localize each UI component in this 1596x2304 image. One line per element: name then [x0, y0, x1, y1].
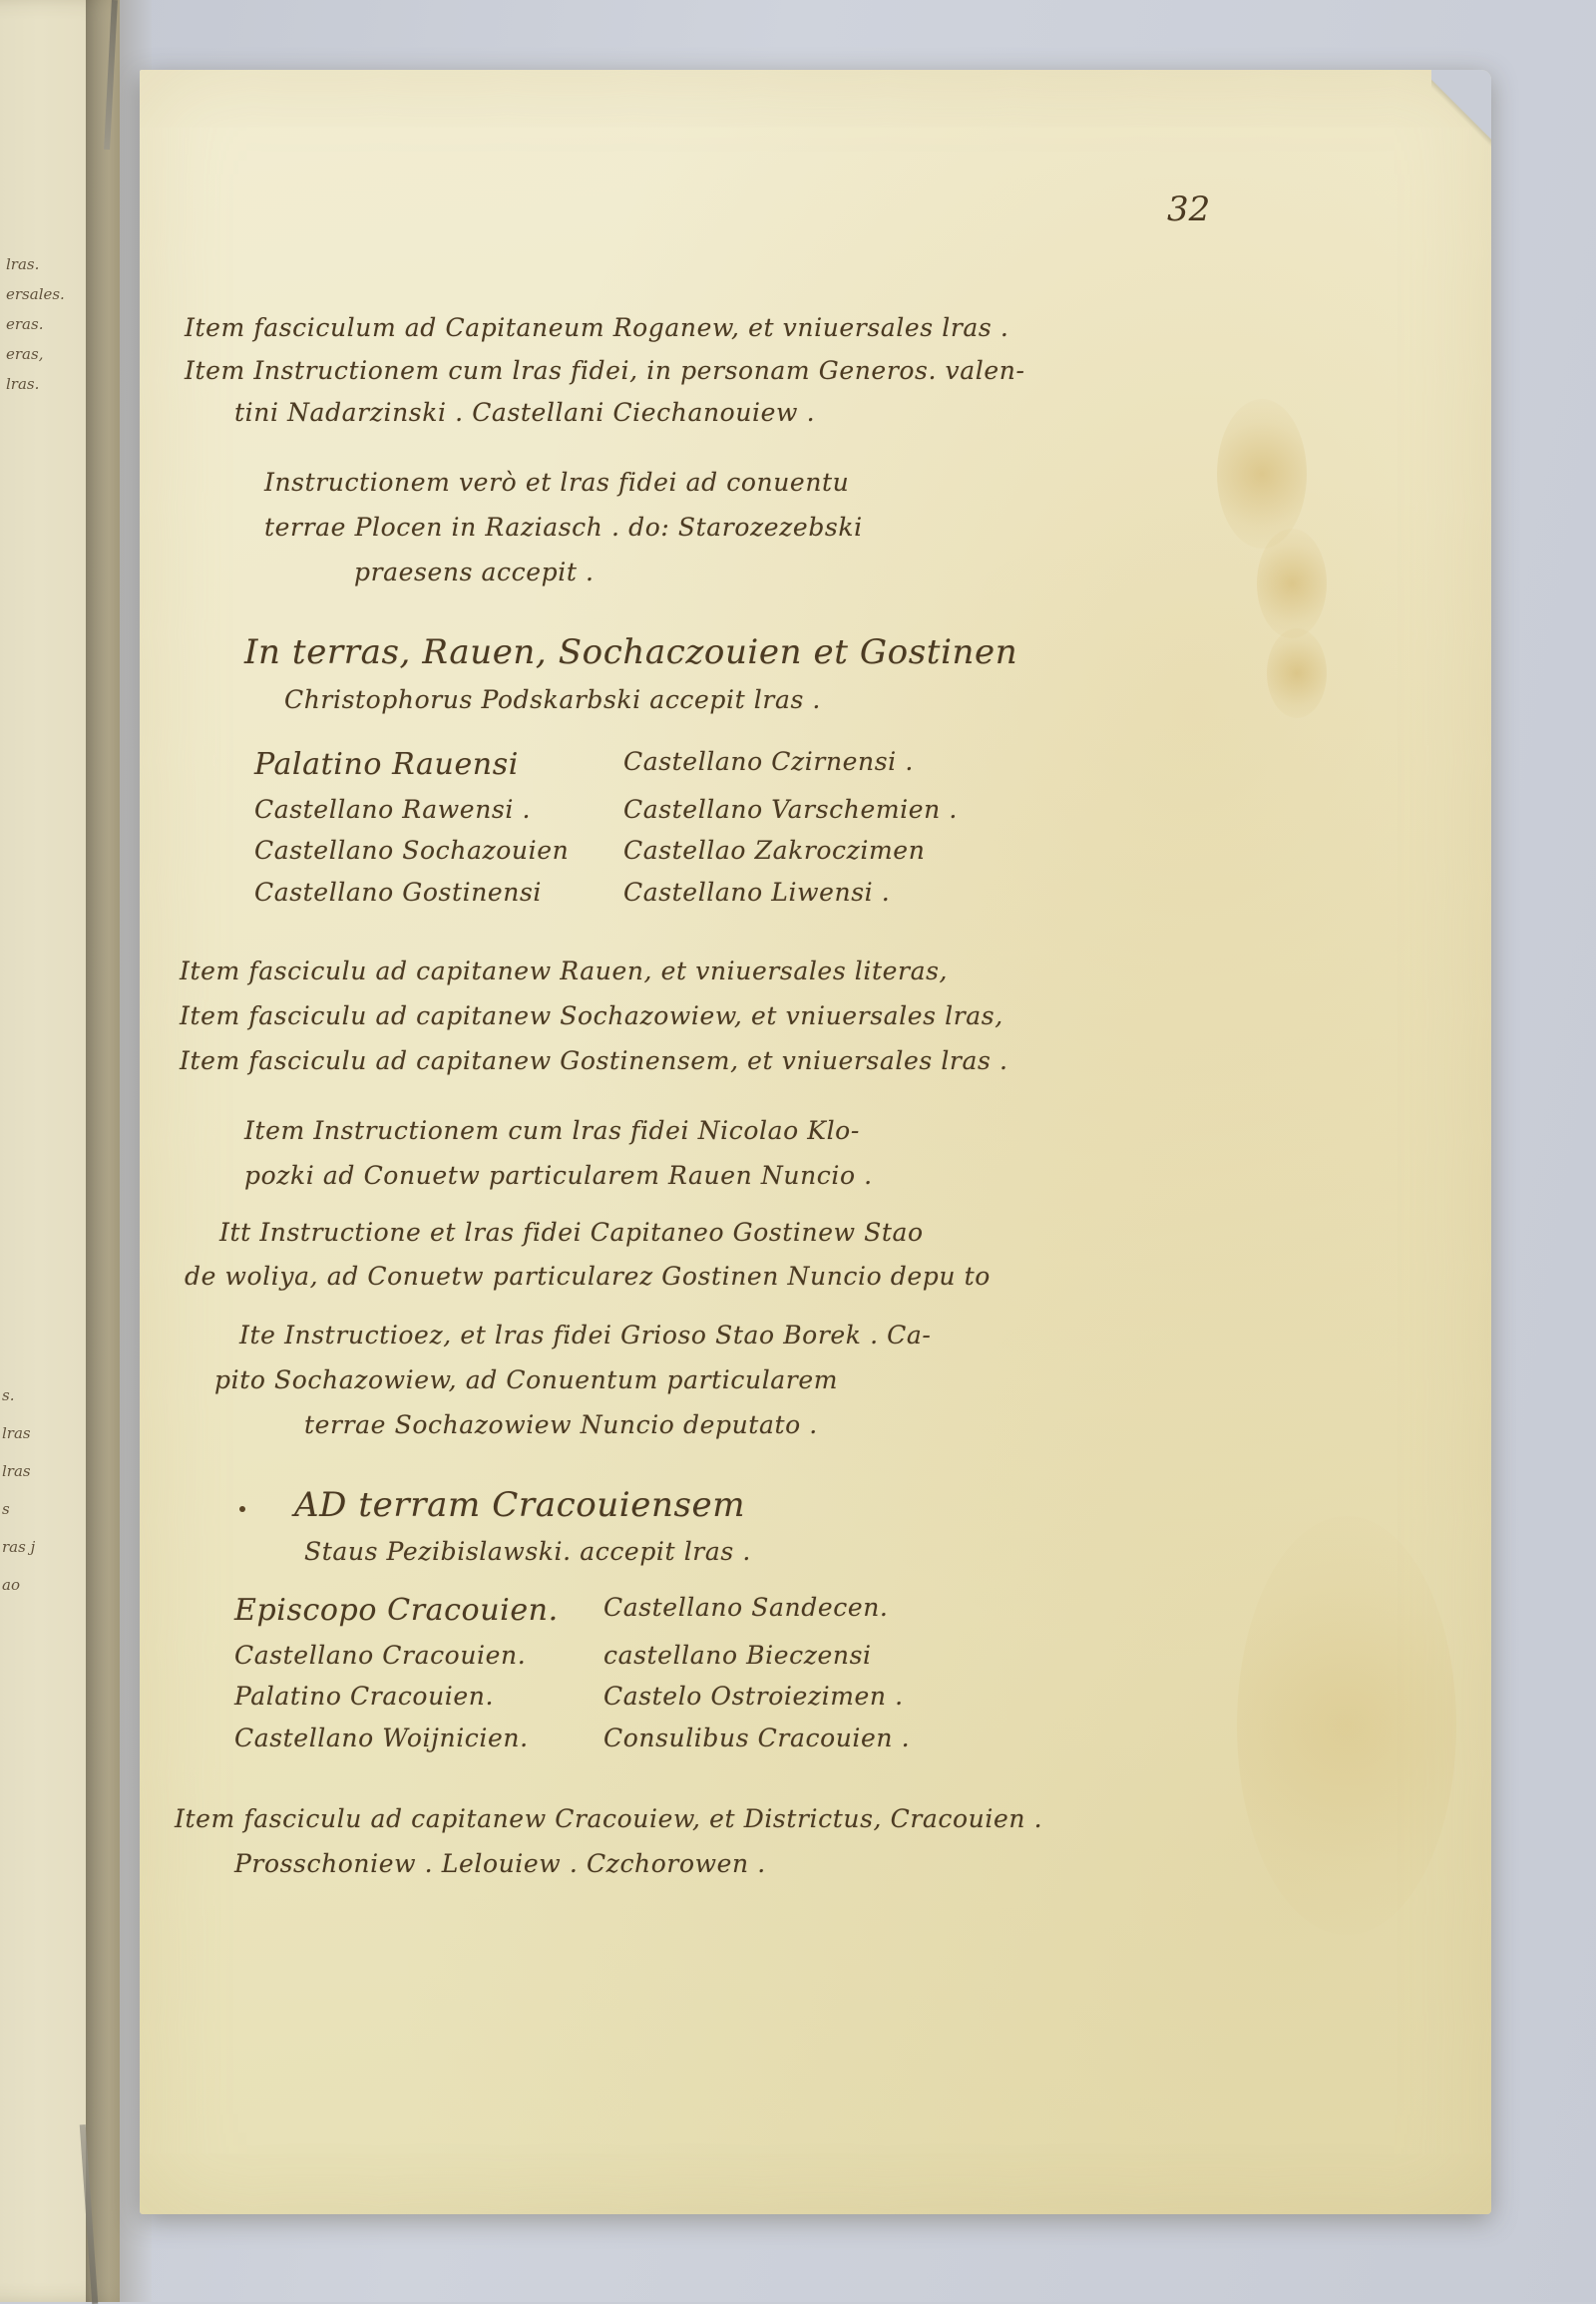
manuscript-line: Item fasciculu ad capitanew Sochazowiew, et vniuersales lras, [180, 1001, 1003, 1030]
ink-dot [239, 1506, 245, 1512]
margin-note: s. [2, 1386, 15, 1404]
office-entry: Castellano Varschemien . [623, 794, 958, 824]
margin-note: s [2, 1500, 10, 1518]
office-entry: Castellao Zakroczimen [623, 836, 926, 866]
manuscript-line: pito Sochazowiew, ad Conuentum particularem [214, 1365, 839, 1394]
office-entry: Castellano Rawensi . [254, 794, 532, 824]
folio-page [140, 70, 1491, 2214]
office-entry: Episcopo Cracouien. [234, 1593, 559, 1628]
office-entry: Palatino Cracouien. [234, 1682, 495, 1712]
manuscript-line: Prosschoniew . Lelouiew . Czchorowen . [234, 1849, 766, 1878]
manuscript-line: Itt Instructione et lras fidei Capitaneo Gostinew Stao [219, 1218, 924, 1247]
manuscript-line: de woliya, ad Conuetw particularez Gostinen Nuncio depu to [185, 1262, 991, 1291]
manuscript-line: Item Instructionem cum lras fidei Nicolao Klo- [244, 1116, 860, 1145]
office-entry: Castellano Liwensi . [623, 878, 891, 907]
stain [1257, 529, 1327, 638]
margin-note: eras, [6, 345, 44, 363]
manuscript-line: Instructionem verò et lras fidei ad conuentu [264, 468, 850, 497]
manuscript-line: Item Instructionem cum lras fidei, in personam Generos. valen- [185, 356, 1025, 385]
office-entry: Castellano Sandecen. [603, 1593, 889, 1622]
margin-note: ersales. [6, 285, 65, 303]
manuscript-line: Item fasciculu ad capitanew Rauen, et vniuersales literas, [180, 957, 949, 985]
manuscript-line: terrae Plocen in Raziasch . do: Starozezebski [264, 513, 863, 542]
manuscript-line: praesens accepit . [354, 558, 595, 586]
manuscript-line: terrae Sochazowiew Nuncio deputato . [304, 1410, 818, 1439]
margin-note: lras [2, 1462, 31, 1480]
office-entry: Castelo Ostroiezimen . [603, 1682, 904, 1712]
manuscript-line: Staus Pezibislawski. accepit lras . [304, 1537, 751, 1566]
margin-note: ao [2, 1576, 20, 1594]
manuscript-line: Item fasciculum ad Capitaneum Roganew, et vniuersales lras . [185, 313, 1009, 342]
margin-note: eras. [6, 315, 44, 333]
office-entry: Palatino Rauensi [254, 747, 519, 782]
margin-note: lras. [6, 255, 40, 273]
office-entry: Castellano Cracouien. [234, 1640, 527, 1670]
office-entry: Castellano Czirnensi . [623, 747, 914, 776]
office-entry: Castellano Gostinensi [254, 878, 543, 907]
office-entry: Castellano Sochazouien [254, 836, 570, 866]
manuscript-line: Ite Instructioez, et lras fidei Grioso Stao Borek . Ca- [239, 1321, 932, 1349]
manuscript-line: Item fasciculu ad capitanew Gostinensem, et vniuersales lras . [180, 1046, 1008, 1075]
margin-note: ras j [2, 1538, 36, 1556]
office-entry: Consulibus Cracouien . [603, 1724, 911, 1752]
office-entry: castellano Bieczensi [603, 1640, 872, 1670]
margin-note: lras [2, 1424, 31, 1442]
manuscript-line: Christophorus Podskarbski accepit lras . [284, 685, 821, 714]
manuscript-line: Item fasciculu ad capitanew Cracouiew, et Districtus, Cracouien . [175, 1804, 1043, 1833]
office-list-rawa [254, 748, 958, 908]
office-list-cracow [234, 1594, 910, 1753]
folio-number: 32 [1167, 190, 1211, 229]
stain [1217, 399, 1307, 549]
stain [1237, 1516, 1456, 1935]
section-heading-cracow: AD terram Cracouiensem [294, 1485, 746, 1525]
section-heading-rawa: In terras, Rauen, Sochaczouien et Gostinen [244, 632, 1018, 672]
stain [1267, 628, 1327, 718]
manuscript-line: tini Nadarzinski . Castellani Ciechanouiew . [234, 398, 816, 427]
manuscript-line: pozki ad Conuetw particularem Rauen Nuncio . [244, 1161, 873, 1190]
margin-note: lras. [6, 375, 40, 393]
office-entry: Castellano Woijnicien. [234, 1724, 529, 1752]
